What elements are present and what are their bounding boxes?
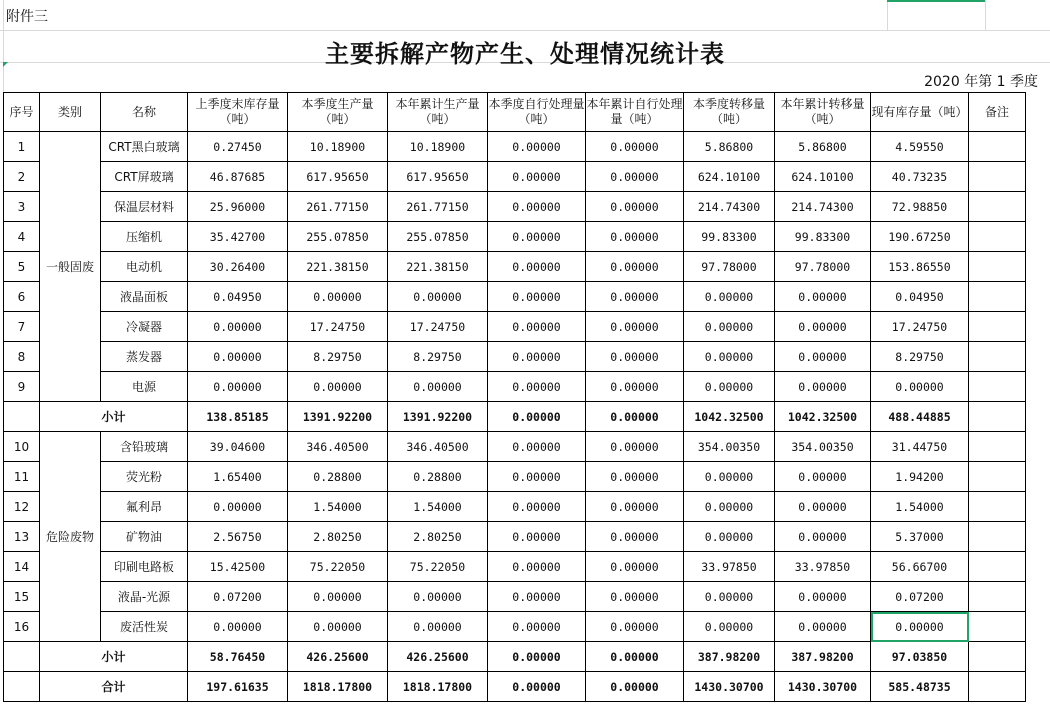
cell-year-transfer[interactable]: 0.00000 [775,342,871,372]
cell-quarter-self-disposal[interactable]: 0.00000 [488,582,586,612]
cell-name[interactable]: 荧光粉 [101,462,188,492]
cell-seq[interactable]: 14 [4,552,40,582]
grid-line [887,0,888,30]
cell-name[interactable]: 保温层材料 [101,192,188,222]
cell-year-self-disposal[interactable]: 0.00000 [586,642,684,672]
cell-year-self-disposal[interactable]: 0.00000 [586,552,684,582]
cell-prev-stock[interactable]: 35.42700 [188,222,288,252]
cell-quarter-self-disposal[interactable]: 0.00000 [488,252,586,282]
cell-prev-stock[interactable]: 0.27450 [188,132,288,162]
cell-current-stock[interactable]: 17.24750 [871,312,969,342]
statistics-table [3,92,1026,702]
cell-prev-stock[interactable]: 0.00000 [188,612,288,642]
cell-year-production[interactable]: 75.22050 [388,552,488,582]
table-row [4,252,1026,282]
cell-name[interactable]: CRT黑白玻璃 [101,132,188,162]
table-row [4,222,1026,252]
cell-year-self-disposal[interactable]: 0.00000 [586,402,684,432]
cell-prev-stock[interactable]: 58.76450 [188,642,288,672]
cell-quarter-transfer[interactable]: 0.00000 [684,612,775,642]
cell-year-self-disposal[interactable]: 0.00000 [586,222,684,252]
cell-year-production[interactable]: 346.40500 [388,432,488,462]
cell-current-stock[interactable]: 1.54000 [871,492,969,522]
cell-remark[interactable] [969,582,1026,612]
header-remark[interactable]: 备注 [969,93,1026,132]
cell-prev-stock[interactable]: 2.56750 [188,522,288,552]
cell-seq[interactable]: 2 [4,162,40,192]
cell-remark[interactable] [969,672,1026,702]
cell-remark[interactable] [969,402,1026,432]
cell-seq[interactable]: 7 [4,312,40,342]
column-selection-indicator [887,0,985,2]
cell-summary-label[interactable]: 小计 [40,402,188,432]
cell-prev-stock[interactable]: 0.00000 [188,492,288,522]
cell-year-transfer[interactable]: 0.00000 [775,282,871,312]
table-row [4,132,1026,162]
cell-quarter-production[interactable]: 0.00000 [288,282,388,312]
cell-year-transfer[interactable]: 97.78000 [775,252,871,282]
header-seq[interactable]: 序号 [4,93,40,132]
cell-prev-stock[interactable]: 197.61635 [188,672,288,702]
cell-year-production[interactable]: 2.80250 [388,522,488,552]
cell-current-stock[interactable]: 0.00000 [871,612,969,642]
table-row [4,342,1026,372]
cell-seq[interactable]: 10 [4,432,40,462]
cell-year-production[interactable]: 1.54000 [388,492,488,522]
cell-quarter-self-disposal[interactable]: 0.00000 [488,432,586,462]
cell-year-production[interactable]: 8.29750 [388,342,488,372]
header-quarter-transfer[interactable]: 本季度转移量（吨） [684,93,775,132]
table-row [4,552,1026,582]
cell-year-transfer[interactable]: 214.74300 [775,192,871,222]
cell-year-transfer[interactable]: 0.00000 [775,372,871,402]
header-quarter-production[interactable]: 本季度生产量（吨） [288,93,388,132]
cell-current-stock[interactable]: 0.04950 [871,282,969,312]
cell-year-transfer[interactable]: 0.00000 [775,492,871,522]
cell-year-transfer[interactable]: 5.86800 [775,132,871,162]
cell-remark[interactable] [969,162,1026,192]
attachment-label[interactable]: 附件三 [6,9,48,25]
summary-row [4,402,1026,432]
cell-name[interactable]: 蒸发器 [101,342,188,372]
cell-prev-stock[interactable]: 46.87685 [188,162,288,192]
cell-quarter-production[interactable]: 75.22050 [288,552,388,582]
cell-year-self-disposal[interactable]: 0.00000 [586,462,684,492]
cell-name[interactable]: 印刷电路板 [101,552,188,582]
cell-year-production[interactable]: 17.24750 [388,312,488,342]
cell-year-production[interactable]: 0.00000 [388,372,488,402]
cell-remark[interactable] [969,192,1026,222]
cell-prev-stock[interactable]: 0.00000 [188,342,288,372]
cell-name[interactable]: CRT屏玻璃 [101,162,188,192]
cell-quarter-transfer[interactable]: 354.00350 [684,432,775,462]
header-year-self-disposal[interactable]: 本年累计自行处理量（吨） [586,93,684,132]
cell-quarter-transfer[interactable]: 33.97850 [684,552,775,582]
cell-remark[interactable] [969,552,1026,582]
cell-year-self-disposal[interactable]: 0.00000 [586,252,684,282]
cell-year-self-disposal[interactable]: 0.00000 [586,192,684,222]
cell-remark[interactable] [969,372,1026,402]
cell-name[interactable]: 液晶面板 [101,282,188,312]
summary-row [4,642,1026,672]
cell-current-stock[interactable]: 97.03850 [871,642,969,672]
cell-name[interactable]: 废活性炭 [101,612,188,642]
cell-quarter-production[interactable]: 426.25600 [288,642,388,672]
cell-prev-stock[interactable]: 30.26400 [188,252,288,282]
cell-remark[interactable] [969,612,1026,642]
cell-quarter-transfer[interactable]: 624.10100 [684,162,775,192]
cell-year-self-disposal[interactable]: 0.00000 [586,342,684,372]
cell-year-transfer[interactable]: 624.10100 [775,162,871,192]
cell-year-transfer[interactable]: 1042.32500 [775,402,871,432]
cell-seq[interactable]: 9 [4,372,40,402]
cell-name[interactable]: 压缩机 [101,222,188,252]
cell-year-self-disposal[interactable]: 0.00000 [586,582,684,612]
cell-current-stock[interactable]: 40.73235 [871,162,969,192]
cell-year-transfer[interactable]: 0.00000 [775,312,871,342]
cell-year-production[interactable]: 10.18900 [388,132,488,162]
table-row [4,522,1026,552]
cell-remark[interactable] [969,222,1026,252]
cell-quarter-transfer[interactable]: 0.00000 [684,582,775,612]
cell-remark[interactable] [969,252,1026,282]
cell-year-production[interactable]: 0.28800 [388,462,488,492]
cell-quarter-self-disposal[interactable]: 0.00000 [488,402,586,432]
table-row [4,462,1026,492]
table-row [4,612,1026,642]
cell-prev-stock[interactable]: 138.85185 [188,402,288,432]
cell-quarter-self-disposal[interactable]: 0.00000 [488,222,586,252]
cell-current-stock[interactable]: 153.86550 [871,252,969,282]
cell-prev-stock[interactable]: 0.00000 [188,312,288,342]
cell-year-self-disposal[interactable]: 0.00000 [586,492,684,522]
cell-year-production[interactable]: 0.00000 [388,612,488,642]
cell-year-transfer[interactable]: 0.00000 [775,582,871,612]
header-year-transfer[interactable]: 本年累计转移量（吨） [775,93,871,132]
cell-current-stock[interactable]: 0.07200 [871,582,969,612]
cell-quarter-self-disposal[interactable]: 0.00000 [488,192,586,222]
cell-quarter-self-disposal[interactable]: 0.00000 [488,552,586,582]
cell-remark[interactable] [969,312,1026,342]
cell-current-stock[interactable]: 72.98850 [871,192,969,222]
cell-year-self-disposal[interactable]: 0.00000 [586,672,684,702]
cell-name[interactable]: 液晶-光源 [101,582,188,612]
grid-line [0,30,1050,31]
cell-current-stock[interactable]: 0.00000 [871,372,969,402]
cell-seq[interactable]: 3 [4,192,40,222]
header-row [4,93,1026,132]
cell-year-transfer[interactable]: 387.98200 [775,642,871,672]
table-row [4,582,1026,612]
cell-year-production[interactable]: 426.25600 [388,642,488,672]
cell-remark[interactable] [969,282,1026,312]
cell-quarter-production[interactable]: 255.07850 [288,222,388,252]
cell-quarter-production[interactable]: 8.29750 [288,342,388,372]
cell-name[interactable]: 含铅玻璃 [101,432,188,462]
cell-quarter-self-disposal[interactable]: 0.00000 [488,162,586,192]
cell-quarter-transfer[interactable]: 0.00000 [684,282,775,312]
cell-quarter-transfer[interactable]: 387.98200 [684,642,775,672]
cell-name[interactable]: 冷凝器 [101,312,188,342]
cell-summary-label[interactable]: 合计 [40,672,188,702]
cell-year-self-disposal[interactable]: 0.00000 [586,312,684,342]
cell-remark[interactable] [969,642,1026,672]
cell-year-transfer[interactable]: 0.00000 [775,462,871,492]
cell-prev-stock[interactable]: 25.96000 [188,192,288,222]
cell-category[interactable]: 危险废物 [40,432,101,642]
cell-remark[interactable] [969,132,1026,162]
cell-seq[interactable] [4,642,40,672]
cell-current-stock[interactable]: 488.44885 [871,402,969,432]
table-row [4,492,1026,522]
cell-seq[interactable]: 8 [4,342,40,372]
cell-current-stock[interactable]: 1.94200 [871,462,969,492]
cell-quarter-self-disposal[interactable]: 0.00000 [488,372,586,402]
cell-name[interactable]: 矿物油 [101,522,188,552]
cell-quarter-production[interactable]: 617.95650 [288,162,388,192]
grid-line [985,0,986,30]
table-row [4,312,1026,342]
cell-year-production[interactable]: 1818.17800 [388,672,488,702]
cell-year-production[interactable]: 0.00000 [388,282,488,312]
cell-category[interactable]: 一般固废 [40,132,101,402]
cell-quarter-self-disposal[interactable]: 0.00000 [488,642,586,672]
cell-current-stock[interactable]: 4.59550 [871,132,969,162]
cell-seq[interactable]: 11 [4,462,40,492]
cell-quarter-self-disposal[interactable]: 0.00000 [488,312,586,342]
cell-year-production[interactable]: 0.00000 [388,582,488,612]
cell-year-production[interactable]: 1391.92200 [388,402,488,432]
cell-year-transfer[interactable]: 1430.30700 [775,672,871,702]
cell-remark[interactable] [969,462,1026,492]
cell-current-stock[interactable]: 8.29750 [871,342,969,372]
cell-quarter-self-disposal[interactable]: 0.00000 [488,672,586,702]
header-category[interactable]: 类别 [40,93,101,132]
cell-quarter-transfer[interactable]: 1430.30700 [684,672,775,702]
cell-current-stock[interactable]: 31.44750 [871,432,969,462]
cell-quarter-production[interactable]: 10.18900 [288,132,388,162]
cell-seq[interactable] [4,402,40,432]
cell-quarter-self-disposal[interactable]: 0.00000 [488,612,586,642]
header-name[interactable]: 名称 [101,93,188,132]
cell-seq[interactable]: 1 [4,132,40,162]
cell-seq[interactable]: 4 [4,222,40,252]
cell-quarter-transfer[interactable]: 1042.32500 [684,402,775,432]
cell-name[interactable]: 电动机 [101,252,188,282]
cell-seq[interactable]: 16 [4,612,40,642]
cell-year-production[interactable]: 221.38150 [388,252,488,282]
cell-quarter-production[interactable]: 1818.17800 [288,672,388,702]
header-year-production[interactable]: 本年累计生产量（吨） [388,93,488,132]
cell-quarter-production[interactable]: 0.00000 [288,582,388,612]
cell-seq[interactable]: 15 [4,582,40,612]
cell-quarter-production[interactable]: 221.38150 [288,252,388,282]
header-quarter-self-disposal[interactable]: 本季度自行处理量（吨） [488,93,586,132]
cell-quarter-transfer[interactable]: 99.83300 [684,222,775,252]
cell-quarter-production[interactable]: 0.00000 [288,372,388,402]
cell-seq[interactable]: 12 [4,492,40,522]
cell-quarter-production[interactable]: 2.80250 [288,522,388,552]
cell-quarter-transfer[interactable]: 0.00000 [684,312,775,342]
cell-seq[interactable] [4,672,40,702]
quarter-label[interactable]: 2020 年第 1 季度 [924,74,1038,90]
cell-quarter-production[interactable]: 346.40500 [288,432,388,462]
table-row [4,432,1026,462]
cell-name[interactable]: 电源 [101,372,188,402]
cell-year-transfer[interactable]: 99.83300 [775,222,871,252]
cell-year-self-disposal[interactable]: 0.00000 [586,372,684,402]
cell-seq[interactable]: 5 [4,252,40,282]
cell-quarter-transfer[interactable]: 0.00000 [684,492,775,522]
cell-year-production[interactable]: 255.07850 [388,222,488,252]
cell-quarter-transfer[interactable]: 0.00000 [684,342,775,372]
cell-prev-stock[interactable]: 1.65400 [188,462,288,492]
cell-year-self-disposal[interactable]: 0.00000 [586,432,684,462]
cell-seq[interactable]: 13 [4,522,40,552]
cell-quarter-production[interactable]: 261.77150 [288,192,388,222]
cell-current-stock[interactable]: 190.67250 [871,222,969,252]
cell-year-self-disposal[interactable]: 0.00000 [586,162,684,192]
cell-year-self-disposal[interactable]: 0.00000 [586,612,684,642]
cell-current-stock[interactable]: 585.48735 [871,672,969,702]
header-prev-stock[interactable]: 上季度末库存量（吨） [188,93,288,132]
cell-prev-stock[interactable]: 0.07200 [188,582,288,612]
cell-quarter-production[interactable]: 17.24750 [288,312,388,342]
cell-quarter-self-disposal[interactable]: 0.00000 [488,492,586,522]
cell-quarter-self-disposal[interactable]: 0.00000 [488,462,586,492]
cell-current-stock[interactable]: 56.66700 [871,552,969,582]
cell-year-production[interactable]: 617.95650 [388,162,488,192]
cell-summary-label[interactable]: 小计 [40,642,188,672]
cell-quarter-production[interactable]: 0.28800 [288,462,388,492]
page-title[interactable]: 主要拆解产物产生、处理情况统计表 [325,39,725,68]
cell-remark[interactable] [969,432,1026,462]
cell-seq[interactable]: 6 [4,282,40,312]
cell-name[interactable]: 氟利昂 [101,492,188,522]
table-row [4,282,1026,312]
table-row [4,192,1026,222]
summary-row [4,672,1026,702]
cell-year-self-disposal[interactable]: 0.00000 [586,522,684,552]
cell-quarter-self-disposal[interactable]: 0.00000 [488,522,586,552]
cell-remark[interactable] [969,342,1026,372]
cell-quarter-production[interactable]: 0.00000 [288,612,388,642]
cell-year-transfer[interactable]: 0.00000 [775,522,871,552]
cell-remark[interactable] [969,522,1026,552]
cell-year-self-disposal[interactable]: 0.00000 [586,132,684,162]
cell-quarter-transfer[interactable]: 5.86800 [684,132,775,162]
cell-quarter-self-disposal[interactable]: 0.00000 [488,132,586,162]
cell-quarter-production[interactable]: 1391.92200 [288,402,388,432]
cell-quarter-transfer[interactable]: 0.00000 [684,372,775,402]
cell-quarter-self-disposal[interactable]: 0.00000 [488,342,586,372]
cell-year-transfer[interactable]: 0.00000 [775,612,871,642]
cell-current-stock[interactable]: 5.37000 [871,522,969,552]
cell-year-self-disposal[interactable]: 0.00000 [586,282,684,312]
cell-quarter-transfer[interactable]: 97.78000 [684,252,775,282]
cell-year-transfer[interactable]: 354.00350 [775,432,871,462]
table-row [4,162,1026,192]
header-current-stock[interactable]: 现有库存量（吨） [871,93,969,132]
cell-quarter-transfer[interactable]: 214.74300 [684,192,775,222]
cell-year-transfer[interactable]: 33.97850 [775,552,871,582]
cell-remark[interactable] [969,492,1026,522]
cell-prev-stock[interactable]: 0.04950 [188,282,288,312]
cell-prev-stock[interactable]: 39.04600 [188,432,288,462]
cell-year-production[interactable]: 261.77150 [388,192,488,222]
cell-quarter-transfer[interactable]: 0.00000 [684,522,775,552]
table-row [4,372,1026,402]
cell-quarter-production[interactable]: 1.54000 [288,492,388,522]
cell-quarter-self-disposal[interactable]: 0.00000 [488,282,586,312]
cell-prev-stock[interactable]: 15.42500 [188,552,288,582]
cell-quarter-transfer[interactable]: 0.00000 [684,462,775,492]
cell-prev-stock[interactable]: 0.00000 [188,372,288,402]
